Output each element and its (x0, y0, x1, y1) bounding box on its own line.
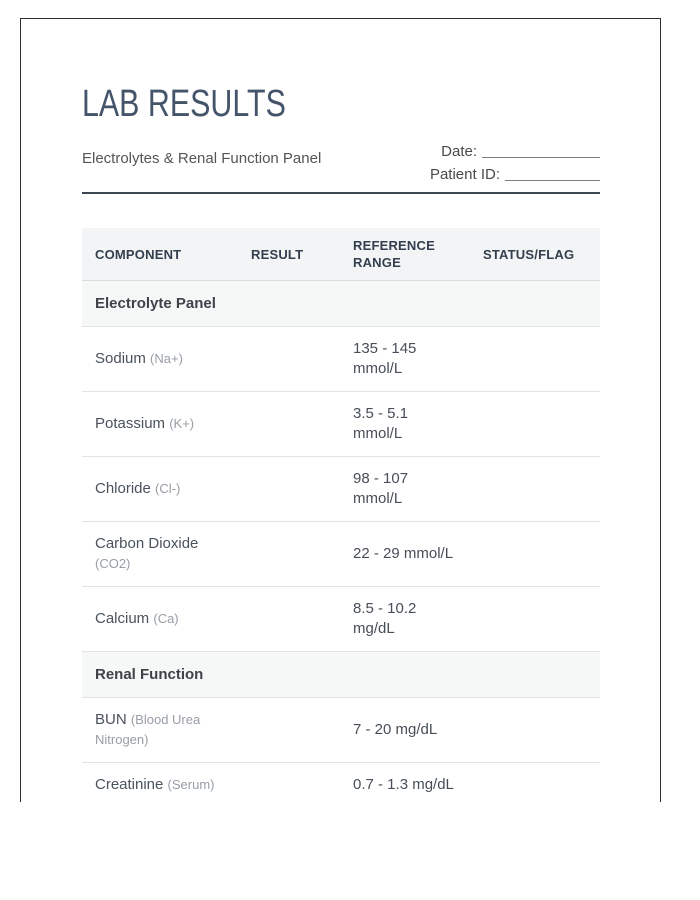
reference-range: 135 - 145 mmol/L (340, 327, 470, 392)
reference-range: 8.5 - 10.2 mg/dL (340, 587, 470, 652)
results-table (82, 228, 600, 807)
status-flag (470, 522, 600, 587)
column-header-component: COMPONENT (82, 228, 238, 281)
reference-range: 7 - 20 mg/dL (340, 698, 470, 763)
component-name: Sodium (95, 350, 146, 367)
status-flag (470, 587, 600, 652)
table-row-chloride (82, 457, 600, 522)
component-name: Chloride (95, 480, 151, 497)
table-row-calcium (82, 587, 600, 652)
result-value (238, 392, 340, 457)
status-flag (470, 392, 600, 457)
component-name: Calcium (95, 610, 150, 627)
component-symbol: (Cl-) (155, 481, 181, 496)
table-header-row (82, 228, 600, 281)
patient-id-label: Patient ID: (429, 166, 500, 183)
component-symbol: (Blood Urea Nitrogen) (95, 712, 201, 747)
result-value (238, 587, 340, 652)
component-name: Potassium (95, 415, 166, 432)
status-flag (470, 763, 600, 808)
component-symbol: (K+) (169, 416, 195, 431)
reference-range: 3.5 - 5.1 mmol/L (340, 392, 470, 457)
status-flag (470, 698, 600, 763)
column-header-reference-range: REFERENCE RANGE (340, 228, 470, 281)
result-value (238, 522, 340, 587)
table-row-creatinine (82, 763, 600, 808)
date-label: Date: (441, 143, 477, 160)
column-header-result: RESULT (238, 228, 340, 281)
section-title: Electrolyte Panel (82, 281, 600, 327)
page-title: LAB RESULTS (82, 83, 286, 125)
result-value (238, 457, 340, 522)
component-symbol: (Serum) (167, 777, 215, 792)
table-row-potassium (82, 392, 600, 457)
reference-range: 22 - 29 mmol/L (340, 522, 470, 587)
column-header-status-flag: STATUS/FLAG (470, 228, 600, 281)
component-symbol: (CO2) (95, 556, 131, 571)
component-name: BUN (95, 711, 127, 728)
reference-range: 98 - 107 mmol/L (340, 457, 470, 522)
panel-subtitle: Electrolytes & Renal Function Panel (82, 150, 322, 167)
section-row-electrolyte-panel (82, 281, 600, 327)
patient-id-field-row (428, 160, 600, 183)
section-row-renal-function (82, 652, 600, 698)
patient-id-field-line[interactable] (505, 177, 600, 181)
result-value (238, 327, 340, 392)
table-row-sodium (82, 327, 600, 392)
date-field-line[interactable] (482, 154, 600, 158)
reference-range: 0.7 - 1.3 mg/dL (353, 776, 454, 793)
table-row-carbon-dioxide (82, 522, 600, 587)
component-name: Carbon Dioxide (95, 535, 199, 552)
status-flag (470, 327, 600, 392)
component-name: Creatinine (95, 776, 164, 793)
status-flag (470, 457, 600, 522)
header-rule (82, 192, 600, 194)
result-value (238, 763, 340, 808)
header-fields (428, 137, 600, 183)
component-symbol: (Na+) (150, 351, 183, 366)
component-symbol: (Ca) (153, 611, 179, 626)
date-field-row (428, 137, 600, 160)
result-value (238, 698, 340, 763)
section-title: Renal Function (82, 652, 600, 698)
table-row-bun (82, 698, 600, 763)
